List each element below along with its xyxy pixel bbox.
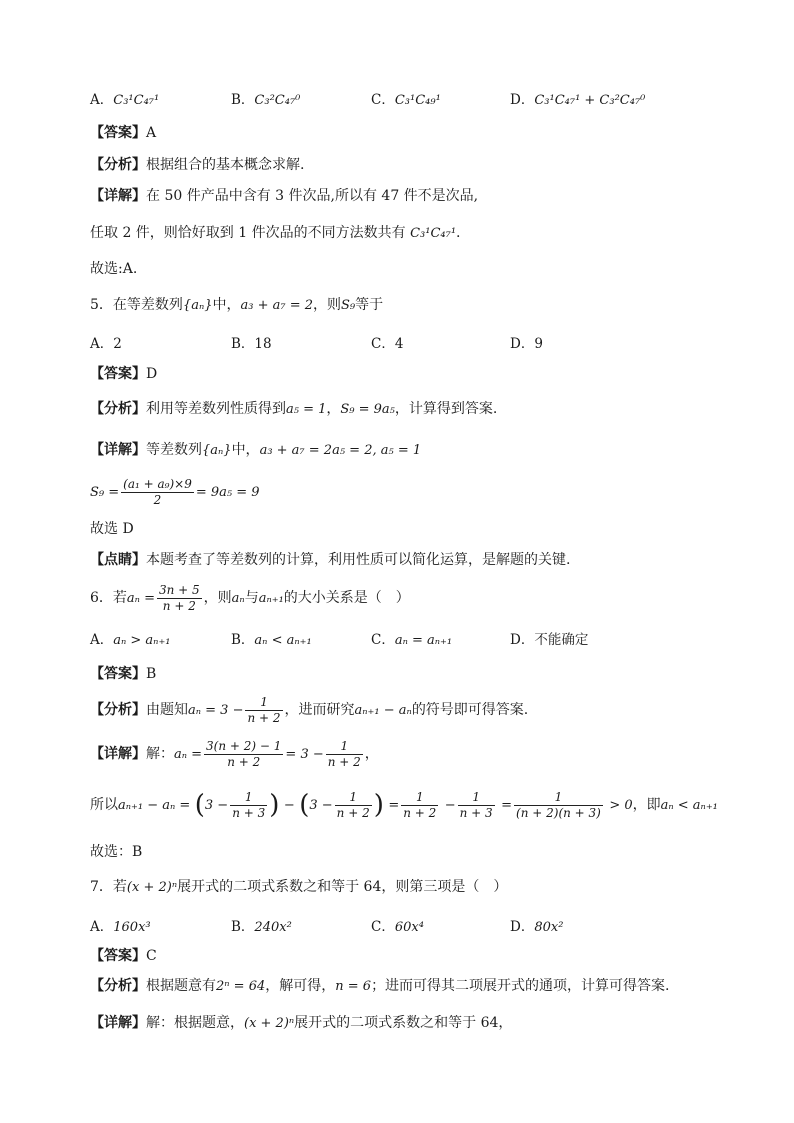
q6-option-d: D．不能确定 — [510, 632, 589, 648]
q6-analysis: 【分析】由题知aₙ = 3 − $\frac{1}{n + 2}$ ，进而研究aₙ₊₁ − aₙ的符号即可得答案. — [90, 694, 529, 725]
q4-answer: 【答案】A — [90, 125, 157, 141]
q7-option-d: D．80x² — [510, 919, 564, 935]
q6-detail: 【详解】解：aₙ = $\frac{3(n + 2) - 1}{n + 2}$ = 3 − $\frac{1}{n + 2}$ ， — [90, 738, 379, 769]
q7-answer: 【答案】C — [90, 948, 157, 964]
q6-option-c: C．aₙ = aₙ₊₁ — [371, 632, 453, 648]
q5-answer: 【答案】D — [90, 366, 158, 382]
q6-answer: 【答案】B — [90, 666, 157, 682]
q5-comment: 【点睛】本题考查了等差数列的计算，利用性质可以简化运算，是解题的关键. — [90, 552, 571, 568]
q5-option-a: A．2 — [90, 336, 122, 352]
q6-conclusion: 故选：B — [90, 844, 143, 860]
q5-detail: 【详解】等差数列{aₙ}中，a₃ + a₇ = 2a₅ = 2, a₅ = 1 — [90, 442, 422, 458]
q5-analysis: 【分析】利用等差数列性质得到a₅ = 1，S₉ = 9a₅，计算得到答案. — [90, 401, 498, 417]
q5-stem: 5．在等差数列{aₙ}中，a₃ + a₇ = 2，则S₉等于 — [90, 297, 384, 313]
q5-conclusion: 故选 D — [90, 521, 134, 537]
q5-option-c: C．4 — [371, 336, 404, 352]
q6-stem: 6．若aₙ = $\frac{3n + 5}{n + 2}$ ，则aₙ与aₙ₊₁的大小关系是（ ） — [90, 582, 410, 613]
q7-option-b: B．240x² — [231, 919, 292, 935]
q7-analysis: 【分析】根据题意有2ⁿ = 64，解可得，n = 6；进而可得其二项展开式的通项，计算可得答案. — [90, 978, 670, 994]
q7-option-a: A．160x³ — [90, 919, 151, 935]
q4-conclusion: 故选:A. — [90, 261, 138, 277]
q7-option-c: C．60x⁴ — [371, 919, 424, 935]
q5-option-d: D．9 — [510, 336, 543, 352]
q6-option-a: A．aₙ > aₙ₊₁ — [90, 632, 171, 648]
q4-detail-line2: 任取 2 件，则恰好取到 1 件次品的不同方法数共有 C₃¹C₄₇¹. — [90, 225, 461, 241]
q5-formula: S₉ = $\frac{\text{(a₁ + a₉)×9}}{2}$ = 9a₅ = 9 — [90, 476, 260, 507]
q4-detail: 【详解】在 50 件产品中含有 3 件次品,所以有 47 件不是次品, — [90, 188, 479, 204]
q7-detail: 【详解】解：根据题意，(x + 2)ⁿ展开式的二项式系数之和等于 64， — [90, 1015, 513, 1031]
q5-option-b: B．18 — [231, 336, 272, 352]
q6-detail-line2: 所以aₙ₊₁ − aₙ = (3 − $\frac{1}{n + 3}$ ) − (3 − $\frac{1}{n + 2}$ ) = $\frac{1}{n + 2}$ − $\frac{1}{n + 3}$ = $\frac{1}{(n + 2)(n + 3)}$ > 0，即aₙ < aₙ₊₁ — [90, 789, 718, 820]
q4-analysis: 【分析】根据组合的基本概念求解. — [90, 157, 305, 173]
q4-option-d: D．C₃¹C₄₇¹ + C₃²C₄₇⁰ — [510, 92, 646, 108]
q4-option-a: A．C₃¹C₄₇¹ — [90, 92, 160, 108]
q4-option-c: C．C₃¹C₄₉¹ — [371, 92, 441, 108]
q6-option-b: B．aₙ < aₙ₊₁ — [231, 632, 312, 648]
q7-stem: 7．若(x + 2)ⁿ展开式的二项式系数之和等于 64，则第三项是（ ） — [90, 879, 508, 895]
q4-option-b: B．C₃²C₄₇⁰ — [231, 92, 301, 108]
